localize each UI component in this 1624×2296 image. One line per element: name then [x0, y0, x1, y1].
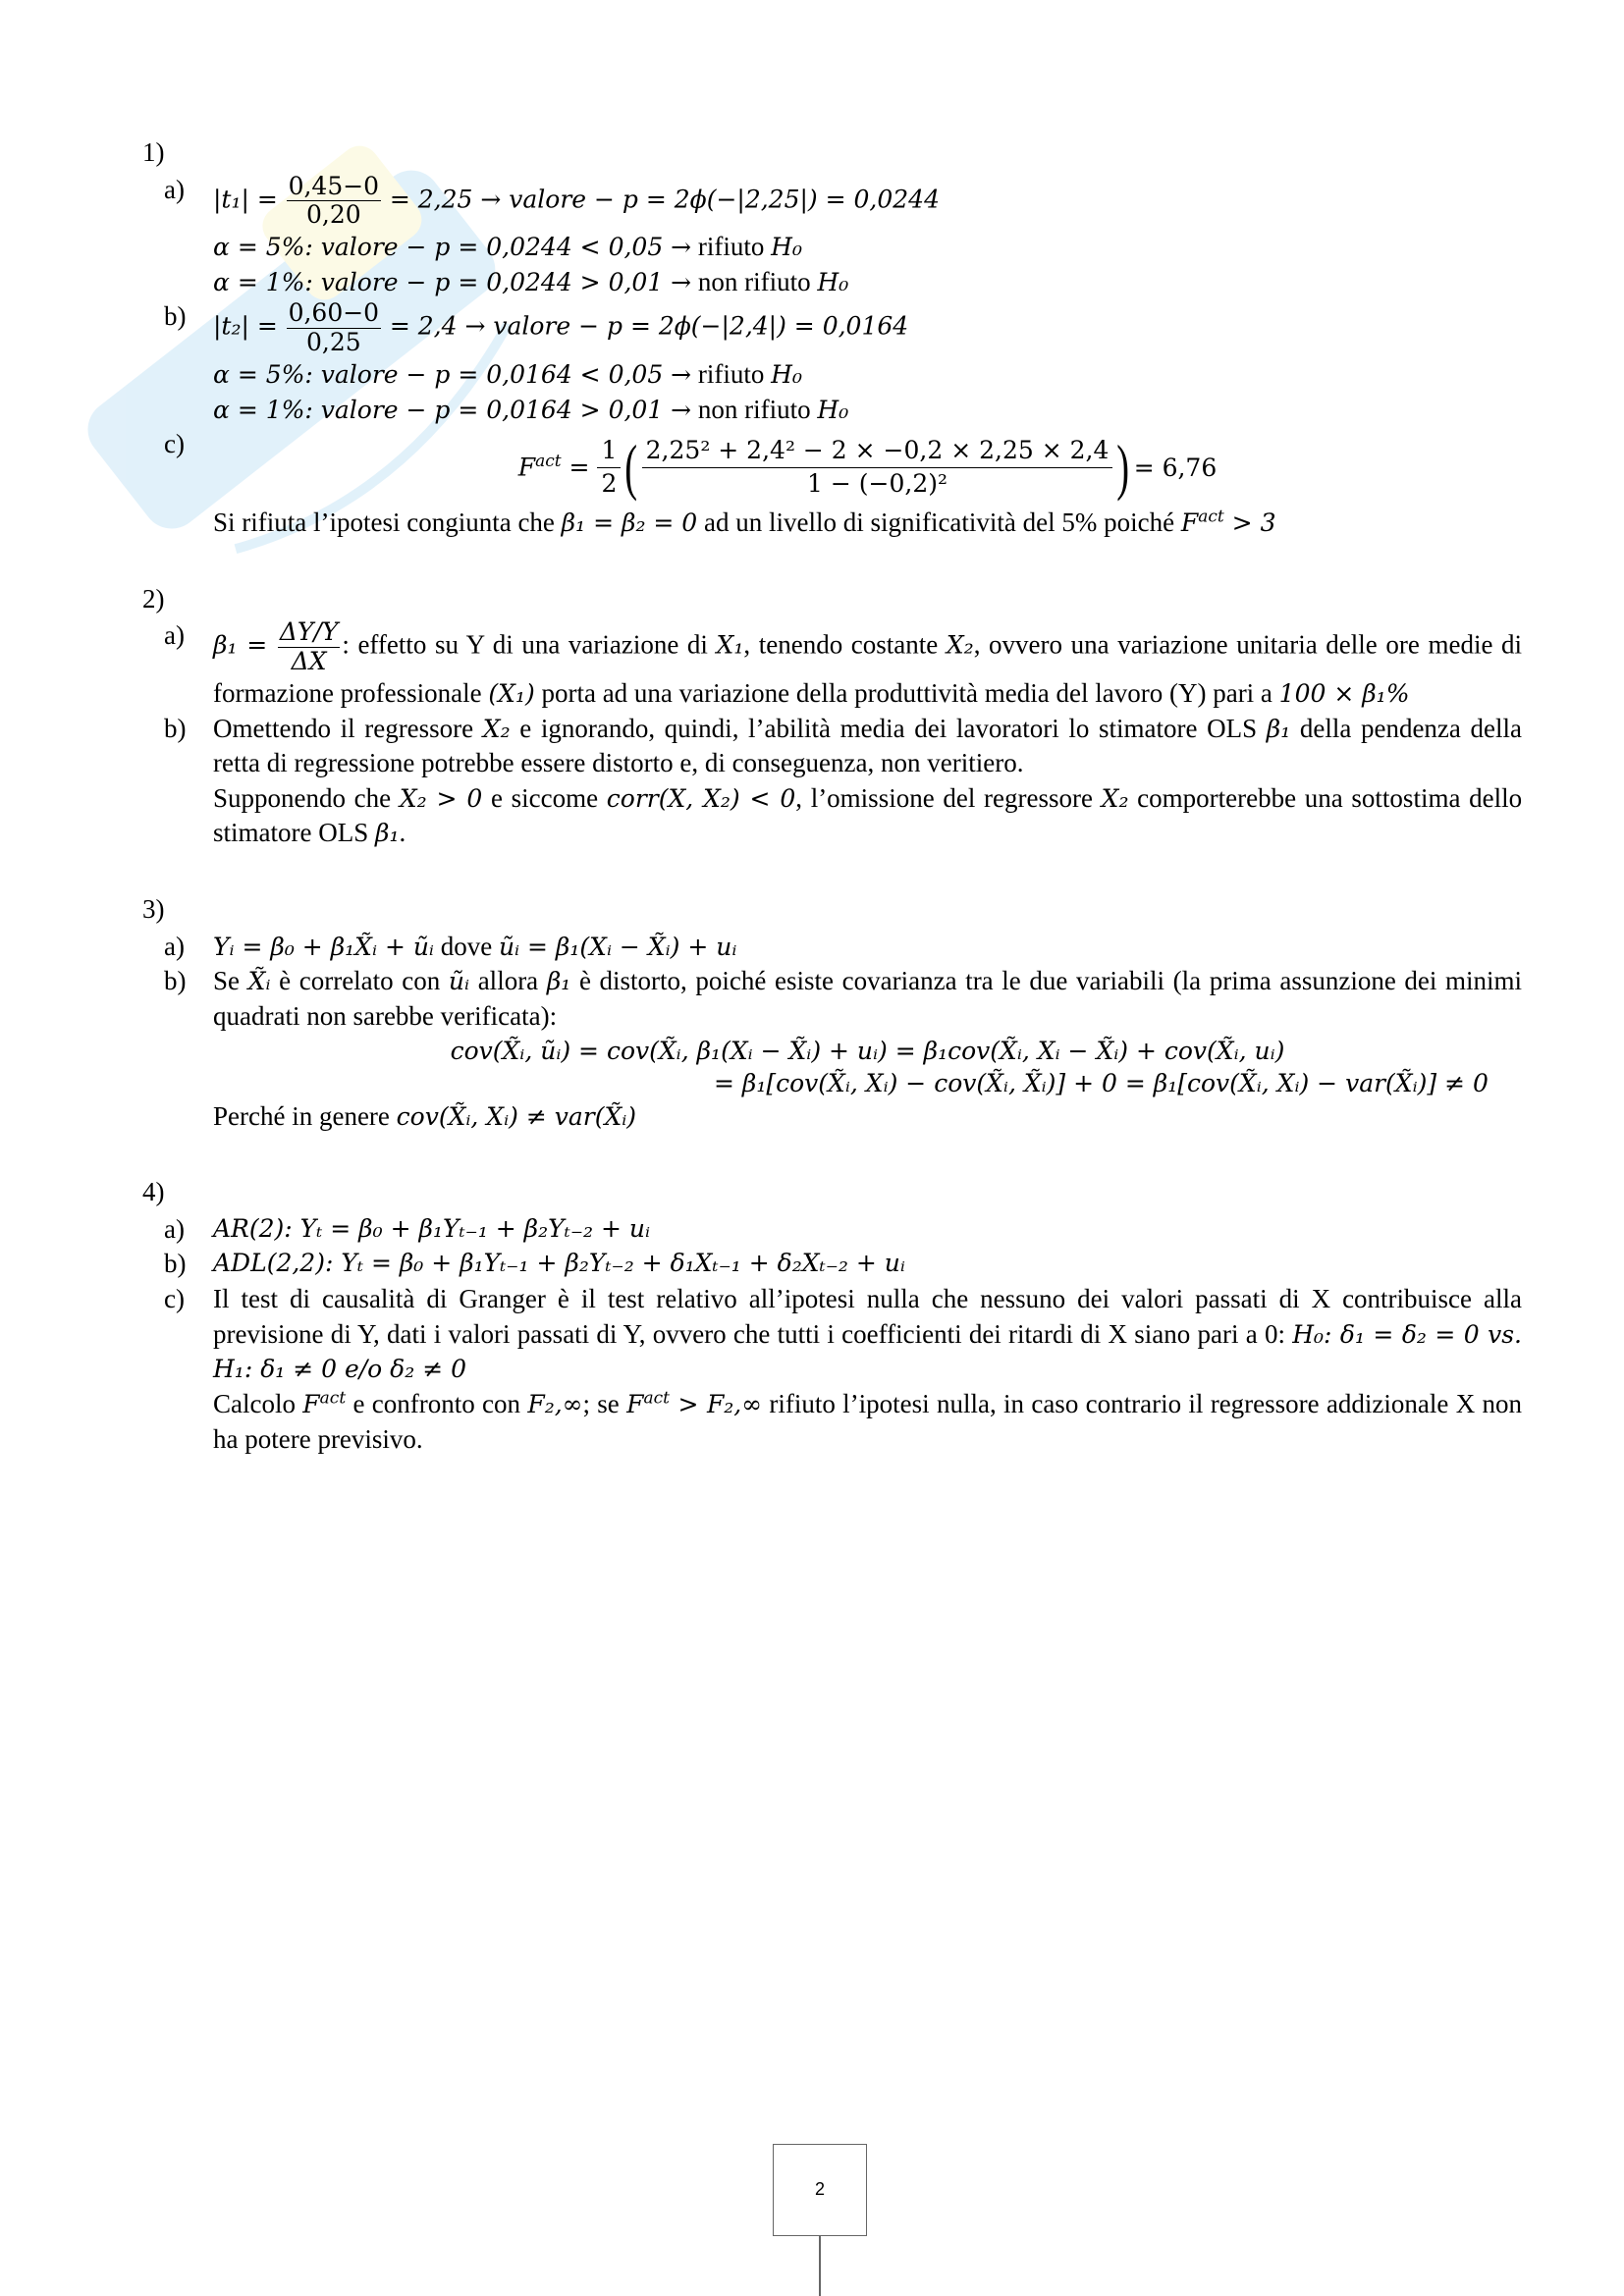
item-1a	[142, 173, 1522, 300]
item-4a	[142, 1212, 1522, 1248]
item-label: b)	[164, 966, 187, 996]
item-1b	[142, 299, 1522, 427]
item-label: b)	[164, 1249, 187, 1279]
section-3	[142, 892, 1522, 1134]
t-fraction: $\frac{0,45-0}{0,20}$	[288, 171, 380, 230]
f-conclusion: Si rifiuta l’ipotesi congiunta che β₁ = β₂ = 0 ad un livello di significatività del 5% poiché $F^{act} > 3$	[213, 507, 1276, 538]
ar2-equation: AR(2): Yₜ = β₀ + β₁Yₜ₋₁ + β₂Yₜ₋₂ + uᵢ	[213, 1213, 651, 1243]
t-statistic-line: |t₂| = $\frac{0,60-0}{0,25}$ = 2,4 → valore − p = 2ϕ(−|2,4|) = 0,0164	[213, 298, 909, 357]
section-number: 2)	[142, 583, 165, 614]
item-label: a)	[164, 1213, 185, 1244]
test-1pct-line: α = 1%: valore − p = 0,0164 > 0,01 → non rifiuto H₀	[213, 394, 849, 424]
item-2b	[142, 712, 1522, 852]
section-number: 3)	[142, 894, 165, 924]
item-label: a)	[164, 174, 185, 204]
section-number: 4)	[142, 1177, 165, 1207]
covariance-line-2: = β₁[cov(X̃ᵢ, Xᵢ) − cov(X̃ᵢ, X̃ᵢ)] + 0 = β₁[cov(X̃ᵢ, Xᵢ) − var(X̃ᵢ)] ≠ 0	[714, 1068, 1489, 1097]
covariance-note: Perché in genere cov(X̃ᵢ, Xᵢ) ≠ var(X̃ᵢ)	[213, 1100, 637, 1131]
test-5pct-line: α = 5%: valore − p = 0,0244 < 0,05 → rifiuto H₀	[213, 232, 802, 262]
test-1pct-line: α = 1%: valore − p = 0,0244 > 0,01 → non rifiuto H₀	[213, 266, 849, 296]
page-content	[142, 135, 1522, 1498]
item-label: a)	[164, 620, 185, 651]
item-label: b)	[164, 301, 187, 332]
item-4b	[142, 1247, 1522, 1282]
page-number-box	[773, 2144, 867, 2236]
item-label: b)	[164, 713, 187, 743]
section-4	[142, 1175, 1522, 1457]
adl22-equation: ADL(2,2): Yₜ = β₀ + β₁Yₜ₋₁ + β₂Yₜ₋₂ + δ₁Xₜ₋₁ + δ₂Xₜ₋₂ + uᵢ	[213, 1249, 905, 1278]
item-label: a)	[164, 931, 185, 961]
granger-text: Il test di causalità di Granger è il test relativo all’ipotesi nulla che nessuno dei valori passati di X contribuisce alla previsione di Y, dati i valori passati di Y, ovvero che tutti i coefficienti dei ritardi di X siano pari a 0: H₀: δ₁ = δ₂ = 0 vs. H₁: δ₁ ≠ 0 e/o δ₂ ≠ 0 Calcolo $F^{act}$ e confronto con F₂,∞; se $F^{act} > F_2,\infty$ rifiuto l’ipotesi nulla, in caso contrario il regressore addizionale X non ha potere previsivo.	[213, 1284, 1523, 1454]
item-2a	[142, 618, 1522, 711]
item-1c	[142, 427, 1522, 541]
item-label: c)	[164, 429, 185, 459]
page-number: 2	[814, 2179, 825, 2200]
t-statistic-line: |t₁| = $\frac{0,45-0}{0,20}$ = 2,25 → valore − p = 2ϕ(−|2,25|) = 0,0244	[213, 171, 940, 230]
section-2	[142, 582, 1522, 851]
item-3b	[142, 964, 1522, 1134]
item-2b-text: Omettendo il regressore X₂ e ignorando, quindi, l’abilità media dei lavoratori lo stimatore OLS β₁ della pendenza della retta di regressione potrebbe essere distorto e, di conseguenza, non veritiero. Supponendo che X₂ > 0 e siccome corr(X, X₂) < 0, l’omissione del regressore X₂ comporterebbe una sottostima dello stimatore OLS β₁.	[213, 713, 1523, 848]
item-3a	[142, 930, 1522, 965]
covariance-line-1: cov(X̃ᵢ, ũᵢ) = cov(X̃ᵢ, β₁(Xᵢ − X̃ᵢ) + uᵢ) = β₁cov(X̃ᵢ, Xᵢ − X̃ᵢ) + cov(X̃ᵢ, uᵢ)	[450, 1036, 1285, 1065]
section-1	[142, 135, 1522, 541]
item-3b-text: Se X̃ᵢ è correlato con ũᵢ allora β₁ è distorto, poiché esiste covarianza tra le due variabili (la prima assunzione dei minimi quadrati non sarebbe verificata):	[213, 966, 1523, 1031]
model-equation: Yᵢ = β₀ + β₁X̃ᵢ + ũᵢ dove ũᵢ = β₁(Xᵢ − X̃ᵢ) + uᵢ	[213, 931, 737, 961]
f-fraction: 2,25² + 2,4² − 2 × −0,2 × 2,25 × 2,4 1 − (−0,2)²	[642, 435, 1113, 500]
page-number-stem	[819, 2236, 821, 2296]
t-fraction: $\frac{0,60-0}{0,25}$	[288, 298, 380, 357]
test-5pct-line: α = 5%: valore − p = 0,0164 < 0,05 → rifiuto H₀	[213, 358, 802, 389]
item-2a-text: β₁ = $\frac{\Delta Y/Y}{\Delta X}$ : effetto su Y di una variazione di X₁, tenendo costante X₂, ovvero una variazione unitaria delle ore medie di formazione professionale (X₁) porta ad una variazione della produttività media del lavoro (Y) pari a 100 × β₁%	[213, 617, 1523, 708]
item-4c	[142, 1282, 1522, 1457]
item-label: c)	[164, 1284, 185, 1313]
f-statistic-equation: $F^{act}$ = $\frac{1}{2}$ ( 2,25² + 2,4² − 2 × −0,2 × 2,25 × 2,4 1 − (−0,2)² ) = 6,76	[517, 432, 1218, 503]
section-number: 1)	[142, 137, 165, 167]
